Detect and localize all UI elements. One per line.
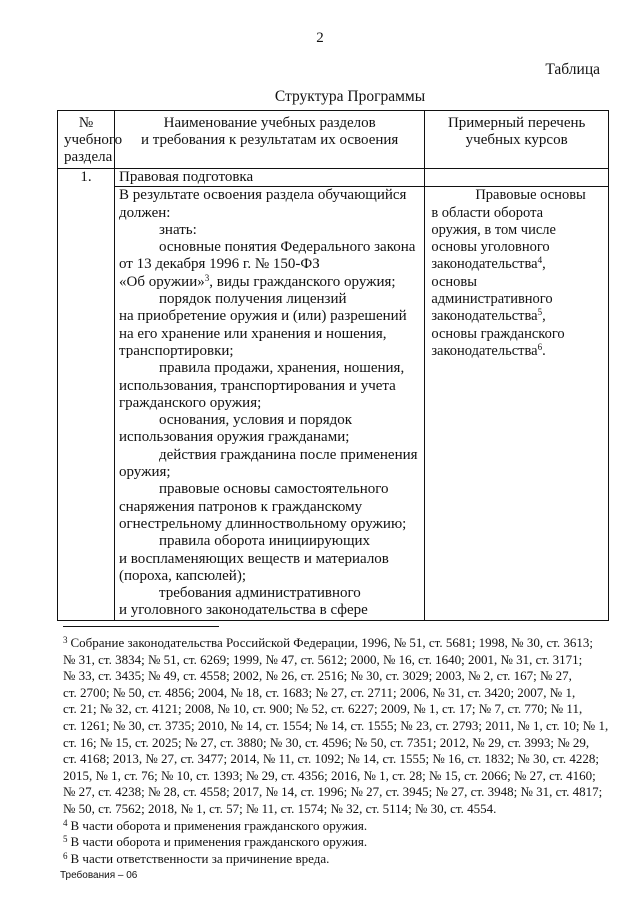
line-text: основы — [431, 273, 477, 290]
line-text: на приобретение оружия и (или) разрешений — [119, 308, 407, 325]
footnote-text: ст. 1261; № 30, ст. 3735; 2010, № 14, ст. 1554; № 14, ст. 1555; № 23, ст. 2793; 2011, № 1, ст. 10; № 1, — [63, 717, 609, 733]
header-line: Примерный перечень — [447, 115, 586, 131]
table-title: Структура Программы — [274, 88, 426, 105]
line-text: транспортировки; — [119, 342, 234, 359]
section-courses — [425, 187, 609, 620]
section-title: Правовая подготовка — [115, 169, 425, 187]
line-text-tail: , — [542, 256, 546, 273]
requirement-line — [119, 274, 420, 291]
line-text: правила оборота инициирующих — [159, 533, 371, 550]
footnote-text: В части оборота и применения гражданского оружия. — [70, 834, 368, 850]
footnote-text: В части оборота и применения гражданского оружия. — [70, 817, 368, 833]
footnote-number: 3 — [63, 635, 68, 645]
line-text: В результате освоения раздела обучающийся — [119, 187, 407, 204]
line-text: Правовые основы — [475, 187, 586, 204]
table-row — [58, 169, 609, 187]
footnote-line — [63, 735, 615, 752]
requirement-line — [119, 395, 420, 412]
line-text: огнестрельному длинноствольному оружию; — [119, 515, 407, 532]
course-line — [431, 205, 604, 222]
requirement-line — [119, 205, 420, 222]
footnote-text: № 33, ст. 3435; № 49, ст. 4558; 2002, № 26, ст. 2516; № 30, ст. 3029; 2003, № 2, ст. 167; № 27, — [63, 668, 572, 684]
footnote-ref: 3 — [204, 272, 210, 283]
line-text: действия гражданина после применения — [159, 446, 418, 463]
requirement-line — [119, 360, 420, 377]
program-structure-table — [57, 110, 609, 621]
header-line: раздела — [64, 149, 113, 165]
line-text: снаряжения патронов к гражданскому — [119, 498, 363, 515]
requirement-line — [119, 568, 420, 585]
course-line — [431, 343, 604, 360]
footnote-line — [63, 685, 615, 702]
requirement-line — [119, 429, 420, 446]
line-text: основания, условия и порядок — [159, 412, 353, 429]
line-text: законодательства — [431, 308, 538, 325]
table-caption: Таблица — [545, 61, 600, 78]
footnote-text: 2015, № 1, ст. 76; № 10, ст. 1393; № 29, ст. 4356; 2016, № 1, ст. 28; № 15, ст. 2066; № 27, ст. 4160; — [63, 767, 596, 783]
footnotes — [63, 635, 615, 867]
requirement-line — [119, 481, 420, 498]
requirement-line — [119, 551, 420, 568]
course-line — [431, 308, 604, 325]
line-text: оружия, в том числе — [431, 221, 556, 238]
header-line: Наименование учебных разделов — [163, 115, 376, 131]
footnote-line — [63, 818, 615, 835]
header-courses — [425, 111, 609, 169]
line-text: и уголовного законодательства в сфере — [119, 602, 368, 619]
requirement-line — [119, 585, 420, 602]
footnote-text: Собрание законодательства Российской Федерации, 1996, № 51, ст. 5681; 1998, № 30, ст. 3613; — [70, 635, 593, 650]
footnote-line — [63, 784, 615, 801]
line-text: (пороха, капсюлей); — [119, 567, 246, 584]
footnote-line — [63, 701, 615, 718]
line-text: «Об оружии» — [119, 273, 205, 290]
requirement-line — [119, 412, 420, 429]
requirement-line — [119, 516, 420, 533]
footnote-line — [63, 851, 615, 868]
course-line — [431, 187, 604, 204]
line-text: правила продажи, хранения, ношения, — [159, 360, 405, 377]
page-number: 2 — [316, 30, 324, 46]
line-text: законодательства — [431, 342, 538, 359]
header-line: № — [78, 115, 94, 131]
footnote-line — [63, 751, 615, 768]
requirement-line — [119, 187, 420, 204]
requirement-line — [119, 308, 420, 325]
course-line — [431, 239, 604, 256]
footnote-ref: 4 — [537, 255, 543, 266]
requirement-line — [119, 343, 420, 360]
line-text: порядок получения лицензий — [159, 291, 347, 308]
footnote-text: ст. 2700; № 50, ст. 4856; 2004, № 18, ст. 1683; № 27, ст. 2711; 2006, № 31, ст. 3420; 2007, № 1, — [63, 684, 576, 700]
line-text: основные понятия Федерального закона — [159, 239, 416, 256]
footnote-number: 4 — [63, 817, 68, 828]
line-text: должен: — [119, 204, 171, 221]
course-line — [431, 274, 604, 291]
course-line — [431, 326, 604, 343]
line-text: основы уголовного — [431, 239, 550, 256]
footnote-number: 6 — [63, 850, 68, 861]
requirement-line — [119, 326, 420, 343]
course-line — [431, 256, 604, 273]
header-section-number — [58, 111, 123, 169]
line-text: законодательства — [431, 256, 538, 273]
footnote-line — [63, 834, 615, 851]
requirement-line — [119, 533, 420, 550]
requirement-line — [119, 499, 420, 516]
requirement-line — [119, 464, 420, 481]
footnote-line — [63, 652, 615, 669]
requirement-line — [119, 378, 420, 395]
requirement-line — [119, 222, 420, 239]
footnote-ref: 5 — [537, 307, 543, 318]
line-text-tail: , виды гражданского оружия; — [209, 273, 396, 290]
footnote-divider — [63, 626, 219, 627]
line-text-tail: , — [542, 308, 546, 325]
footnote-text: ст. 16; № 15, ст. 2025; № 27, ст. 3880; № 30, ст. 4596; № 50, ст. 7351; 2012, № 29, ст. 3993; № 29, — [63, 734, 590, 750]
requirement-line — [119, 447, 420, 464]
header-line: учебных курсов — [465, 132, 568, 148]
line-text-tail: . — [542, 342, 546, 359]
line-text: правовые основы самостоятельного — [159, 481, 389, 498]
line-text: использования, транспортирования и учета — [119, 377, 396, 394]
line-text: гражданского оружия; — [119, 394, 262, 411]
line-text: на его хранение или хранения и ношения, — [119, 325, 387, 342]
header-line: и требования к результатам их освоения — [140, 132, 399, 148]
footnote-text: ст. 4168; 2013, № 27, ст. 3477; 2014, № 11, ст. 1092; № 14, ст. 1555; № 16, ст. 1832; № 30, ст. 4228; — [63, 751, 600, 767]
footnote-line — [63, 668, 615, 685]
header-section-name — [115, 111, 425, 169]
requirement-line — [119, 239, 420, 256]
footnote-line — [63, 768, 615, 785]
empty-cell — [425, 169, 609, 187]
footnote-line — [63, 718, 615, 735]
document-code: Требования – 06 — [60, 870, 138, 881]
footnote-ref: 6 — [537, 341, 543, 352]
line-text: и воспламеняющих веществ и материалов — [119, 550, 389, 567]
footnote-text: № 27, ст. 4238; № 28, ст. 4558; 2017, № 14, ст. 1996; № 27, ст. 3945; № 27, ст. 3948; № 31, ст. 4817; — [63, 784, 603, 800]
line-text: основы гражданского — [431, 325, 565, 342]
header-line: учебного — [64, 132, 123, 148]
line-text: в области оборота — [431, 204, 544, 221]
course-line — [431, 291, 604, 308]
footnote-text: № 31, ст. 3834; № 51, ст. 6269; 1999, № 47, ст. 5612; 2000, № 16, ст. 1640; 2001, № 31, ст. 3171; — [63, 651, 583, 667]
section-requirements — [115, 187, 425, 620]
section-number: 1. — [58, 169, 115, 621]
footnote-line — [63, 801, 615, 818]
requirement-line — [119, 602, 420, 619]
line-text: знать: — [159, 221, 197, 238]
line-text: оружия; — [119, 464, 171, 481]
line-text: использования оружия гражданами; — [119, 429, 350, 446]
course-line — [431, 222, 604, 239]
requirement-line — [119, 256, 420, 273]
footnote-line — [63, 635, 615, 652]
table-row — [58, 187, 609, 620]
table-header-row — [58, 111, 609, 169]
line-text: от 13 декабря 1996 г. № 150-ФЗ — [119, 256, 320, 273]
line-text: требования административного — [159, 585, 361, 602]
footnote-number: 5 — [63, 834, 68, 845]
requirement-line — [119, 291, 420, 308]
footnote-text: В части ответственности за причинение вреда. — [70, 850, 330, 866]
line-text: административного — [431, 291, 553, 308]
footnote-text: ст. 21; № 32, ст. 4121; 2008, № 10, ст. 900; № 52, ст. 6227; 2009, № 1, ст. 17; № 7, ст. 770; № 11, — [63, 701, 583, 717]
footnote-text: № 50, ст. 7562; 2018, № 1, ст. 57; № 11, ст. 1574; № 32, ст. 5114; № 30, ст. 4554. — [63, 800, 497, 816]
